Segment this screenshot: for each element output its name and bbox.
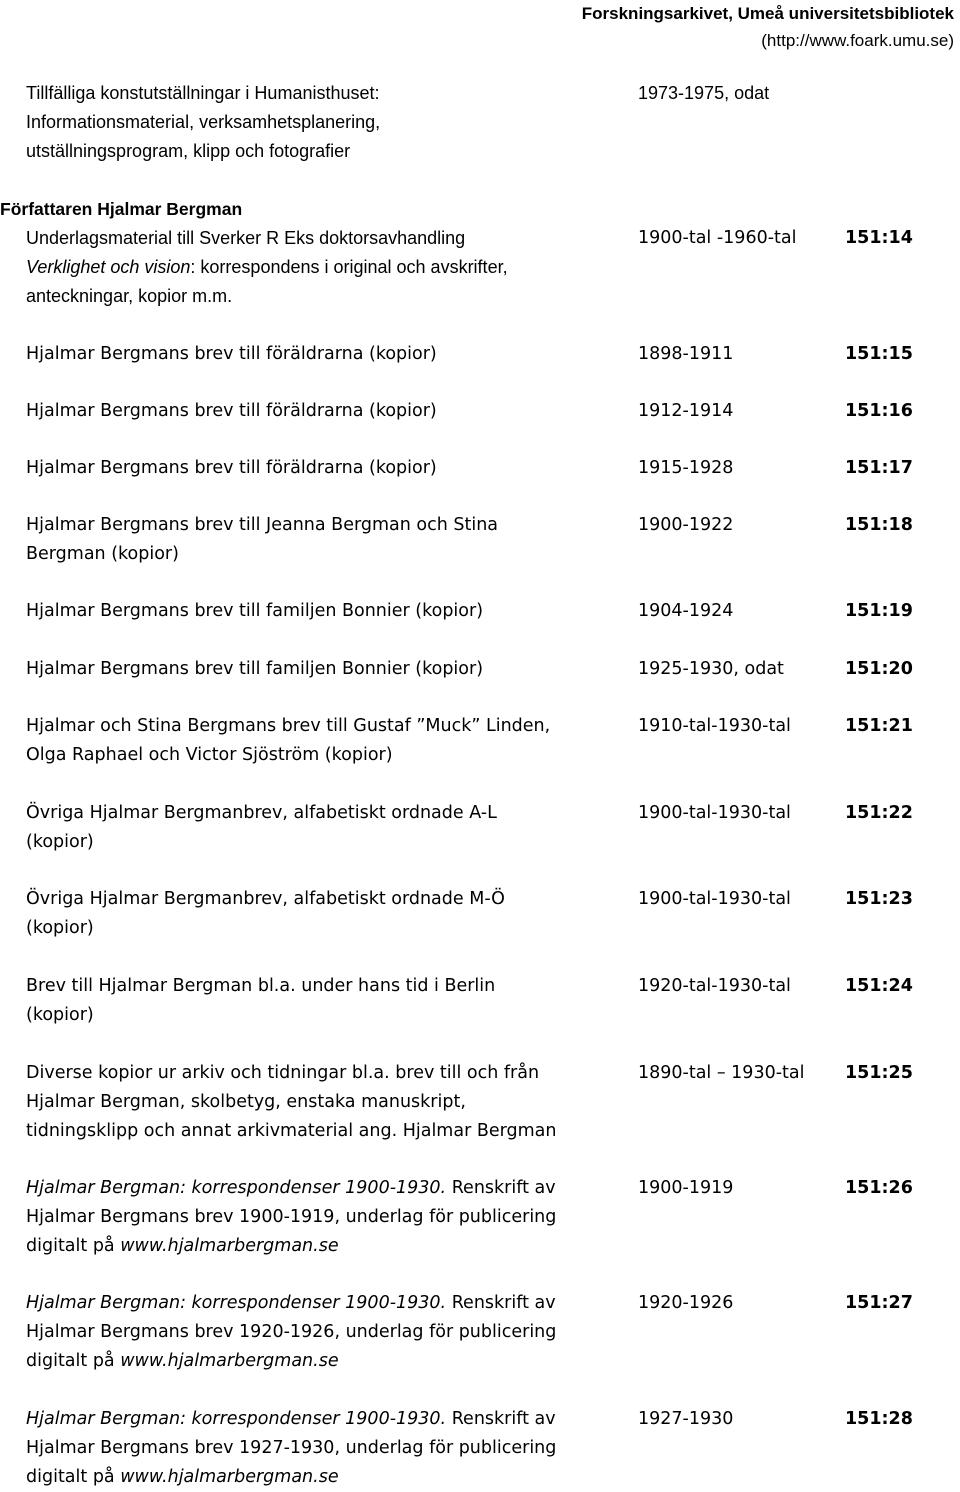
entry-line	[26, 1347, 626, 1376]
entry-line: Övriga Hjalmar Bergmanbrev, alfabetiskt ordnade M-Ö	[26, 889, 505, 909]
section-line: Underlagsmaterial till Sverker R Eks doktorsavhandling	[26, 228, 466, 248]
entry-volume: 151:23	[845, 889, 913, 909]
entry-dates: 1910-tal-1930-tal	[638, 716, 791, 736]
entry-description	[26, 1059, 626, 1146]
entry-volume: 151:21	[845, 716, 913, 736]
section-line	[26, 253, 626, 282]
entry-line: (kopior)	[26, 1005, 94, 1025]
entry-line: Hjalmar Bergmans brev 1920-1926, underlag för publicering	[26, 1322, 557, 1342]
entry-line: Hjalmar Bergmans brev 1927-1930, underlag för publicering	[26, 1438, 557, 1458]
entry-volume: 151:27	[845, 1293, 913, 1313]
entry-dates: 1904-1924	[638, 601, 734, 621]
website-link[interactable]: www.hjalmarbergman.se	[120, 1351, 339, 1371]
entry-volume: 151:26	[845, 1178, 913, 1198]
entry-volume: 151:28	[845, 1409, 913, 1429]
entry-description	[26, 1174, 626, 1261]
entry-dates: 1920-tal-1930-tal	[638, 976, 791, 996]
entry-line	[26, 1289, 626, 1318]
intro-line: Informationsmaterial, verksamhetsplanering,	[26, 112, 381, 132]
section-description	[26, 224, 626, 311]
section-line: anteckningar, kopior m.m.	[26, 286, 233, 306]
entry-line: Bergman (kopior)	[26, 544, 179, 564]
entry-volume: 151:20	[845, 659, 913, 679]
intro-line: Tillfälliga konstutställningar i Humanisthuset:	[26, 83, 380, 103]
entry-line: Brev till Hjalmar Bergman bl.a. under hans tid i Berlin	[26, 976, 496, 996]
entry-description	[26, 799, 626, 857]
entry-line-prefix: digitalt på	[26, 1236, 121, 1256]
page-header	[494, 0, 954, 54]
entry-description	[26, 885, 626, 943]
entry-dates: 1912-1914	[638, 401, 734, 421]
archive-url: (http://www.foark.umu.se)	[761, 31, 954, 50]
entry-description	[26, 1289, 626, 1376]
entry-line-prefix: digitalt på	[26, 1351, 121, 1371]
entry-line: Hjalmar Bergmans brev 1900-1919, underlag för publicering	[26, 1207, 557, 1227]
section-dates: 1900-tal -1960-tal	[638, 228, 797, 248]
entry-description: Hjalmar Bergmans brev till familjen Bonnier (kopior)	[26, 659, 484, 679]
entry-volume: 151:17	[845, 458, 913, 478]
entry-dates: 1900-1922	[638, 515, 734, 535]
entry-line: Diverse kopior ur arkiv och tidningar bl.a. brev till och från	[26, 1063, 540, 1083]
entry-volume: 151:15	[845, 344, 913, 364]
entry-dates: 1915-1928	[638, 458, 734, 478]
entry-dates: 1890-tal – 1930-tal	[638, 1063, 805, 1083]
website-link[interactable]: www.hjalmarbergman.se	[120, 1236, 339, 1256]
entry-volume: 151:19	[845, 601, 913, 621]
entry-line: (kopior)	[26, 832, 94, 852]
entry-line: tidningsklipp och annat arkivmaterial ang. Hjalmar Bergman	[26, 1121, 557, 1141]
entry-line: (kopior)	[26, 918, 94, 938]
entry-line-rest: Renskrift av	[446, 1178, 556, 1198]
entry-volume: 151:24	[845, 976, 913, 996]
entry-dates: 1900-tal-1930-tal	[638, 803, 791, 823]
entry-line-rest: Renskrift av	[446, 1409, 556, 1429]
entry-line: Hjalmar Bergmans brev till Jeanna Bergman och Stina	[26, 515, 499, 535]
intro-line: utställningsprogram, klipp och fotografier	[26, 141, 351, 161]
entry-description: Hjalmar Bergmans brev till föräldrarna (kopior)	[26, 344, 437, 364]
entry-volume: 151:25	[845, 1063, 913, 1083]
intro-description	[26, 79, 626, 166]
section-volume: 151:14	[845, 228, 913, 248]
section-italic-title: Verklighet och vision	[26, 257, 191, 277]
entry-description: Hjalmar Bergmans brev till föräldrarna (kopior)	[26, 401, 437, 421]
entry-line: Hjalmar Bergman, skolbetyg, enstaka manuskript,	[26, 1092, 466, 1112]
entry-line	[26, 1174, 626, 1203]
entry-dates: 1925-1930, odat	[638, 659, 784, 679]
entry-line-prefix: digitalt på	[26, 1467, 121, 1487]
entry-volume: 151:18	[845, 515, 913, 535]
entry-line	[26, 1463, 626, 1492]
entry-line	[26, 1232, 626, 1261]
archive-name: Forskningsarkivet, Umeå universitetsbibliotek	[581, 4, 954, 23]
entry-italic-title: Hjalmar Bergman: korrespondenser 1900-1930.	[26, 1293, 447, 1313]
entry-dates: 1900-tal-1930-tal	[638, 889, 791, 909]
entry-dates: 1927-1930	[638, 1409, 734, 1429]
entry-description	[26, 972, 626, 1030]
website-link[interactable]: www.hjalmarbergman.se	[120, 1467, 339, 1487]
entry-dates: 1900-1919	[638, 1178, 734, 1198]
entry-line	[26, 1405, 626, 1434]
intro-dates: 1973-1975, odat	[638, 83, 770, 103]
entry-volume: 151:16	[845, 401, 913, 421]
entry-description: Hjalmar Bergmans brev till föräldrarna (kopior)	[26, 458, 437, 478]
entry-italic-title: Hjalmar Bergman: korrespondenser 1900-1930.	[26, 1409, 447, 1429]
entry-line: Olga Raphael och Victor Sjöström (kopior)	[26, 745, 393, 765]
entry-line: Övriga Hjalmar Bergmanbrev, alfabetiskt ordnade A-L	[26, 803, 497, 823]
entry-italic-title: Hjalmar Bergman: korrespondenser 1900-1930.	[26, 1178, 447, 1198]
entry-description	[26, 511, 626, 569]
entry-line: Hjalmar och Stina Bergmans brev till Gustaf ”Muck” Linden,	[26, 716, 551, 736]
entry-description	[26, 1405, 626, 1492]
entry-volume: 151:22	[845, 803, 913, 823]
entry-description: Hjalmar Bergmans brev till familjen Bonnier (kopior)	[26, 601, 484, 621]
entry-dates: 1898-1911	[638, 344, 734, 364]
section-title: Författaren Hjalmar Bergman	[0, 199, 243, 219]
entry-dates: 1920-1926	[638, 1293, 734, 1313]
section-line-rest: : korrespondens i original och avskrifter,	[190, 257, 508, 277]
entry-description	[26, 712, 626, 770]
entry-line-rest: Renskrift av	[446, 1293, 556, 1313]
